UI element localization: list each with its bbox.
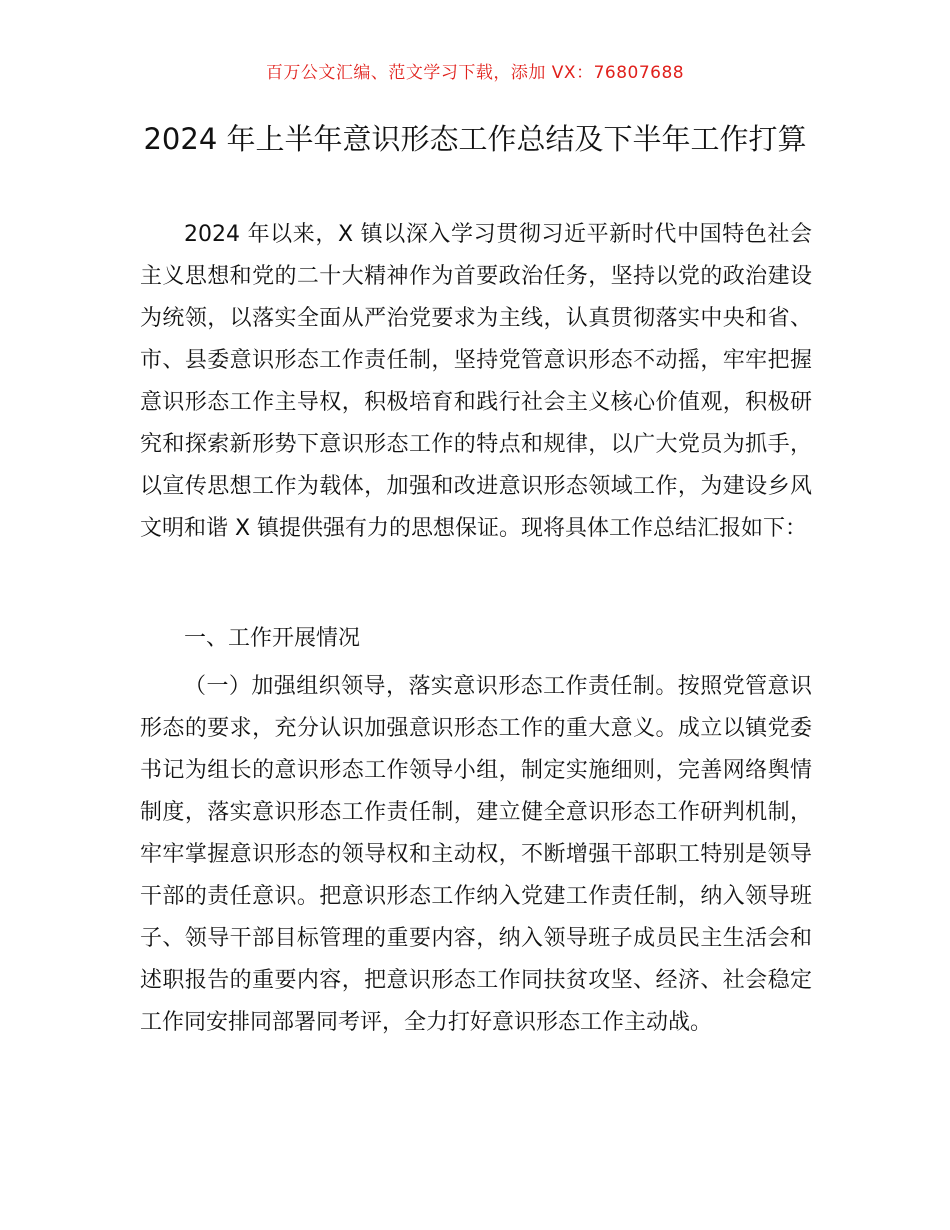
intro-paragraph: 2024 年以来，X 镇以深入学习贯彻习近平新时代中国特色社会主义思想和党的二十大精神作为首要政治任务，坚持以党的政治建设为统领，以落实全面从严治党要求为主线，认真贯彻落实中央和省、市、县委意识形态工作责任制，坚持党管意识形态不动摇，牢牢把握意识形态工作主导权，积极培育和践行社会主义核心价值观，积极研究和探索新形势下意识形态工作的特点和规律，以广大党员为抓手，以宣传思想工作为载体，加强和改进意识形态领域工作，为建设乡风文明和谐 X 镇提供强有力的思想保证。现将具体工作总结汇报如下： [140, 222, 812, 541]
document-title: 2024 年上半年意识形态工作总结及下半年工作打算 [143, 122, 807, 156]
subsection-paragraph: （一）加强组织领导，落实意识形态工作责任制。按照党管意识形态的要求，充分认识加强意识形态工作的重大意义。成立以镇党委书记为组长的意识形态工作领导小组，制定实施细则，完善网络舆情制度，落实意识形态工作责任制，建立健全意识形态工作研判机制，牢牢掌握意识形态的领导权和主动权，不断增强干部职工特别是领导干部的责任意识。把意识形态工作纳入党建工作责任制，纳入领导班子、领导干部目标管理的重要内容，纳入领导班子成员民主生活会和述职报告的重要内容，把意识形态工作同扶贫攻坚、经济、社会稳定工作同安排同部署同考评，全力打好意识形态工作主动战。 [140, 674, 812, 1035]
watermark-header-note: 百万公文汇编、范文学习下载，添加 VX：76807688 [265, 63, 685, 83]
section-heading: 一、工作开展情况 [184, 626, 361, 651]
